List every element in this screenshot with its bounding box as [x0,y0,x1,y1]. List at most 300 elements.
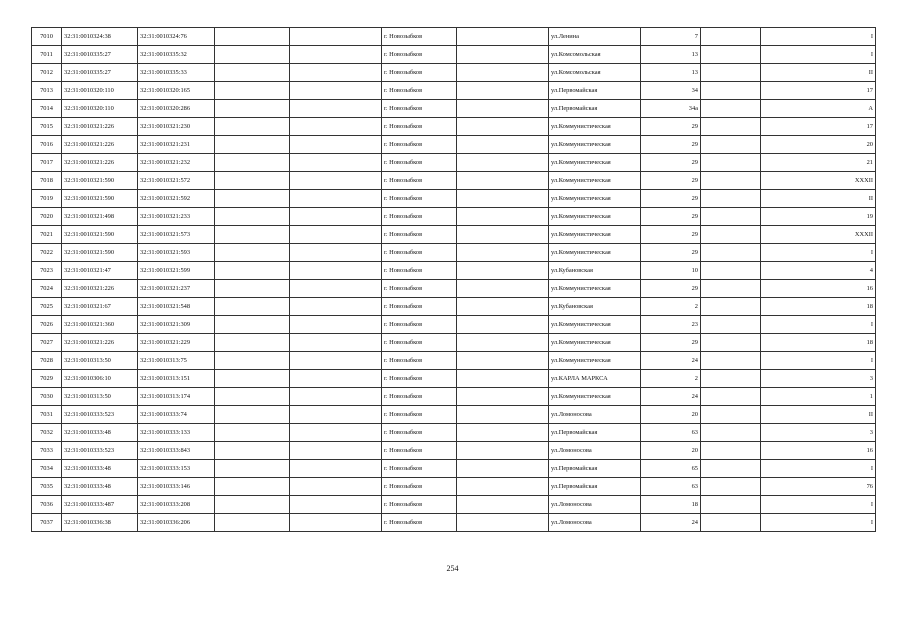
empty-cell [701,442,761,460]
street-cell: ул.Коммунистическая [549,226,641,244]
city-cell: г. Новозыбков [382,136,457,154]
cadastral-number-cell: 32:31:0010333:843 [138,442,215,460]
cadastral-block-cell: 32:31:0010321:590 [62,172,138,190]
cadastral-block-cell: 32:31:0010333:48 [62,460,138,478]
table-row [32,100,876,118]
cadastral-number-cell: 32:31:0010321:232 [138,154,215,172]
house-number-cell: 29 [641,208,701,226]
city-cell: г. Новозыбков [382,28,457,46]
city-cell: г. Новозыбков [382,388,457,406]
empty-cell [290,424,382,442]
cadastral-block-cell: 32:31:0010321:498 [62,208,138,226]
apartment-cell: I [761,46,876,64]
empty-cell [290,64,382,82]
empty-cell [701,154,761,172]
empty-cell [701,388,761,406]
cadastral-block-cell: 32:31:0010333:523 [62,442,138,460]
cadastral-number-cell: 32:31:0010333:146 [138,478,215,496]
empty-cell [290,262,382,280]
street-cell: ул.Коммунистическая [549,388,641,406]
empty-cell [290,172,382,190]
empty-cell [701,226,761,244]
cadastral-number-cell: 32:31:0010321:233 [138,208,215,226]
house-number-cell: 24 [641,388,701,406]
empty-cell [701,514,761,532]
empty-cell [215,118,290,136]
street-cell: ул.Первомайская [549,424,641,442]
house-number-cell: 20 [641,406,701,424]
cadastral-block-cell: 32:31:0010321:226 [62,136,138,154]
empty-cell [215,208,290,226]
apartment-cell: XXXII [761,226,876,244]
empty-cell [215,316,290,334]
cadastral-number-cell: 32:31:0010321:548 [138,298,215,316]
city-cell: г. Новозыбков [382,316,457,334]
house-number-cell: 29 [641,172,701,190]
cadastral-number-cell: 32:31:0010321:599 [138,262,215,280]
empty-cell [215,100,290,118]
empty-cell [290,190,382,208]
empty-cell [457,226,549,244]
house-number-cell: 20 [641,442,701,460]
empty-cell [701,28,761,46]
city-cell: г. Новозыбков [382,442,457,460]
table-row [32,28,876,46]
street-cell: ул.Коммунистическая [549,334,641,352]
empty-cell [215,298,290,316]
cadastral-number-cell: 32:31:0010321:593 [138,244,215,262]
apartment-cell: I [761,244,876,262]
cadastral-number-cell: 32:31:0010321:229 [138,334,215,352]
empty-cell [701,46,761,64]
empty-cell [215,280,290,298]
cadastral-block-cell: 32:31:0010321:67 [62,298,138,316]
apartment-cell: 17 [761,118,876,136]
table-row [32,208,876,226]
street-cell: ул.Ломоносова [549,442,641,460]
street-cell: ул.Ломоносова [549,514,641,532]
empty-cell [215,478,290,496]
empty-cell [290,136,382,154]
cadastral-block-cell: 32:31:0010321:590 [62,244,138,262]
apartment-cell: I [761,460,876,478]
street-cell: ул.Коммунистическая [549,208,641,226]
empty-cell [701,262,761,280]
empty-cell [701,136,761,154]
empty-cell [457,460,549,478]
empty-cell [290,370,382,388]
table-row [32,478,876,496]
apartment-cell: 4 [761,262,876,280]
city-cell: г. Новозыбков [382,424,457,442]
apartment-cell: А [761,100,876,118]
city-cell: г. Новозыбков [382,226,457,244]
row-number-cell: 7024 [32,280,62,298]
apartment-cell: I [761,352,876,370]
cadastral-number-cell: 32:31:0010313:75 [138,352,215,370]
house-number-cell: 29 [641,334,701,352]
empty-cell [215,154,290,172]
street-cell: ул.Ломоносова [549,406,641,424]
row-number-cell: 7026 [32,316,62,334]
apartment-cell: XXXII [761,172,876,190]
empty-cell [457,388,549,406]
row-number-cell: 7013 [32,82,62,100]
row-number-cell: 7012 [32,64,62,82]
table-row [32,118,876,136]
table-row [32,154,876,172]
apartment-cell: 16 [761,442,876,460]
empty-cell [290,496,382,514]
city-cell: г. Новозыбков [382,298,457,316]
city-cell: г. Новозыбков [382,280,457,298]
row-number-cell: 7036 [32,496,62,514]
empty-cell [701,82,761,100]
house-number-cell: 29 [641,136,701,154]
apartment-cell: 18 [761,298,876,316]
street-cell: ул.Комсомольская [549,64,641,82]
cadastral-number-cell: 32:31:0010320:165 [138,82,215,100]
cadastral-number-cell: 32:31:0010335:33 [138,64,215,82]
empty-cell [701,172,761,190]
table-row [32,514,876,532]
empty-cell [457,64,549,82]
street-cell: ул.Коммунистическая [549,136,641,154]
empty-cell [215,46,290,64]
apartment-cell: I [761,316,876,334]
row-number-cell: 7017 [32,154,62,172]
house-number-cell: 29 [641,226,701,244]
empty-cell [215,64,290,82]
empty-cell [457,298,549,316]
empty-cell [215,424,290,442]
empty-cell [290,244,382,262]
empty-cell [701,424,761,442]
empty-cell [290,478,382,496]
street-cell: ул.Комсомольская [549,46,641,64]
cadastral-block-cell: 32:31:0010321:226 [62,280,138,298]
apartment-cell: 76 [761,478,876,496]
empty-cell [457,100,549,118]
cadastral-block-cell: 32:31:0010335:27 [62,64,138,82]
empty-cell [457,514,549,532]
empty-cell [457,190,549,208]
table-row [32,262,876,280]
street-cell: ул.Коммунистическая [549,190,641,208]
house-number-cell: 29 [641,154,701,172]
house-number-cell: 29 [641,190,701,208]
row-number-cell: 7028 [32,352,62,370]
row-number-cell: 7020 [32,208,62,226]
cadastral-number-cell: 32:31:0010321:231 [138,136,215,154]
house-number-cell: 65 [641,460,701,478]
house-number-cell: 24 [641,352,701,370]
house-number-cell: 23 [641,316,701,334]
cadastral-block-cell: 32:31:0010333:487 [62,496,138,514]
empty-cell [290,82,382,100]
house-number-cell: 13 [641,64,701,82]
street-cell: ул.Ленина [549,28,641,46]
city-cell: г. Новозыбков [382,262,457,280]
empty-cell [215,334,290,352]
row-number-cell: 7025 [32,298,62,316]
house-number-cell: 10 [641,262,701,280]
house-number-cell: 34 [641,82,701,100]
cadastral-number-cell: 32:31:0010320:286 [138,100,215,118]
empty-cell [457,280,549,298]
apartment-cell: II [761,406,876,424]
empty-cell [457,478,549,496]
city-cell: г. Новозыбков [382,496,457,514]
city-cell: г. Новозыбков [382,352,457,370]
table-row [32,46,876,64]
city-cell: г. Новозыбков [382,334,457,352]
street-cell: ул.КАРЛА МАРКСА [549,370,641,388]
city-cell: г. Новозыбков [382,460,457,478]
table-row [32,406,876,424]
street-cell: ул.Коммунистическая [549,172,641,190]
street-cell: ул.Коммунистическая [549,280,641,298]
house-number-cell: 13 [641,46,701,64]
table-row [32,316,876,334]
city-cell: г. Новозыбков [382,82,457,100]
row-number-cell: 7021 [32,226,62,244]
empty-cell [457,370,549,388]
cadastral-number-cell: 32:31:0010333:208 [138,496,215,514]
apartment-cell: I [761,28,876,46]
empty-cell [215,262,290,280]
cadastral-block-cell: 32:31:0010333:48 [62,424,138,442]
street-cell: ул.Коммунистическая [549,316,641,334]
empty-cell [457,82,549,100]
apartment-cell: 3 [761,424,876,442]
row-number-cell: 7027 [32,334,62,352]
empty-cell [701,406,761,424]
table-row [32,442,876,460]
house-number-cell: 24 [641,514,701,532]
apartment-cell: 3 [761,370,876,388]
empty-cell [701,496,761,514]
empty-cell [457,136,549,154]
cadastral-number-cell: 32:31:0010335:32 [138,46,215,64]
row-number-cell: 7011 [32,46,62,64]
cadastral-block-cell: 32:31:0010313:50 [62,352,138,370]
cadastral-number-cell: 32:31:0010321:573 [138,226,215,244]
registry-table [31,27,876,532]
house-number-cell: 29 [641,280,701,298]
empty-cell [290,226,382,244]
cadastral-number-cell: 32:31:0010313:151 [138,370,215,388]
empty-cell [457,406,549,424]
cadastral-block-cell: 32:31:0010333:523 [62,406,138,424]
apartment-cell: 20 [761,136,876,154]
table-row [32,424,876,442]
empty-cell [215,28,290,46]
house-number-cell: 2 [641,370,701,388]
empty-cell [701,478,761,496]
table-row [32,388,876,406]
empty-cell [290,352,382,370]
empty-cell [701,352,761,370]
empty-cell [701,244,761,262]
house-number-cell: 63 [641,424,701,442]
city-cell: г. Новозыбков [382,208,457,226]
empty-cell [457,244,549,262]
empty-cell [290,334,382,352]
row-number-cell: 7030 [32,388,62,406]
apartment-cell: 21 [761,154,876,172]
empty-cell [215,226,290,244]
table-row [32,190,876,208]
cadastral-number-cell: 32:31:0010333:153 [138,460,215,478]
row-number-cell: 7035 [32,478,62,496]
empty-cell [290,46,382,64]
row-number-cell: 7034 [32,460,62,478]
empty-cell [457,352,549,370]
row-number-cell: 7023 [32,262,62,280]
table-row [32,298,876,316]
city-cell: г. Новозыбков [382,118,457,136]
empty-cell [290,28,382,46]
table-row [32,334,876,352]
empty-cell [290,442,382,460]
table-row [32,172,876,190]
cadastral-number-cell: 32:31:0010321:230 [138,118,215,136]
cadastral-block-cell: 32:31:0010321:590 [62,226,138,244]
table-row [32,82,876,100]
cadastral-number-cell: 32:31:0010321:592 [138,190,215,208]
city-cell: г. Новозыбков [382,478,457,496]
city-cell: г. Новозыбков [382,370,457,388]
empty-cell [701,118,761,136]
street-cell: ул.Первомайская [549,100,641,118]
apartment-cell: II [761,64,876,82]
house-number-cell: 63 [641,478,701,496]
empty-cell [215,388,290,406]
row-number-cell: 7018 [32,172,62,190]
cadastral-block-cell: 32:31:0010321:360 [62,316,138,334]
empty-cell [215,244,290,262]
cadastral-block-cell: 32:31:0010333:48 [62,478,138,496]
city-cell: г. Новозыбков [382,64,457,82]
apartment-cell: I [761,514,876,532]
empty-cell [290,298,382,316]
empty-cell [215,460,290,478]
street-cell: ул.Кубановская [549,262,641,280]
empty-cell [457,154,549,172]
empty-cell [290,280,382,298]
apartment-cell: I [761,496,876,514]
apartment-cell: II [761,190,876,208]
row-number-cell: 7015 [32,118,62,136]
house-number-cell: 18 [641,496,701,514]
table-row [32,244,876,262]
table-row [32,280,876,298]
cadastral-block-cell: 32:31:0010336:38 [62,514,138,532]
empty-cell [215,136,290,154]
empty-cell [457,334,549,352]
street-cell: ул.Коммунистическая [549,352,641,370]
city-cell: г. Новозыбков [382,406,457,424]
empty-cell [457,442,549,460]
house-number-cell: 29 [641,244,701,262]
empty-cell [290,316,382,334]
city-cell: г. Новозыбков [382,154,457,172]
row-number-cell: 7016 [32,136,62,154]
cadastral-block-cell: 32:31:0010321:226 [62,118,138,136]
cadastral-number-cell: 32:31:0010321:309 [138,316,215,334]
cadastral-block-cell: 32:31:0010306:10 [62,370,138,388]
street-cell: ул.Ломоносова [549,496,641,514]
cadastral-block-cell: 32:31:0010321:226 [62,154,138,172]
table-row [32,370,876,388]
empty-cell [701,280,761,298]
apartment-cell: 19 [761,208,876,226]
table-body [32,28,876,532]
city-cell: г. Новозыбков [382,190,457,208]
street-cell: ул.Первомайская [549,478,641,496]
empty-cell [215,370,290,388]
empty-cell [215,82,290,100]
page-number: 254 [446,564,459,573]
city-cell: г. Новозыбков [382,514,457,532]
row-number-cell: 7019 [32,190,62,208]
empty-cell [457,496,549,514]
city-cell: г. Новозыбков [382,172,457,190]
empty-cell [215,190,290,208]
empty-cell [701,370,761,388]
street-cell: ул.Кубановская [549,298,641,316]
cadastral-block-cell: 32:31:0010321:590 [62,190,138,208]
empty-cell [215,406,290,424]
cadastral-number-cell: 32:31:0010321:572 [138,172,215,190]
cadastral-block-cell: 32:31:0010321:47 [62,262,138,280]
table-row [32,352,876,370]
street-cell: ул.Первомайская [549,460,641,478]
cadastral-block-cell: 32:31:0010324:38 [62,28,138,46]
cadastral-block-cell: 32:31:0010320:110 [62,82,138,100]
empty-cell [290,460,382,478]
row-number-cell: 7032 [32,424,62,442]
row-number-cell: 7022 [32,244,62,262]
empty-cell [290,388,382,406]
empty-cell [457,28,549,46]
empty-cell [457,262,549,280]
cadastral-block-cell: 32:31:0010335:27 [62,46,138,64]
house-number-cell: 29 [641,118,701,136]
cadastral-block-cell: 32:31:0010320:110 [62,100,138,118]
row-number-cell: 7029 [32,370,62,388]
cadastral-number-cell: 32:31:0010313:174 [138,388,215,406]
street-cell: ул.Коммунистическая [549,154,641,172]
empty-cell [457,424,549,442]
empty-cell [215,172,290,190]
empty-cell [457,172,549,190]
city-cell: г. Новозыбков [382,100,457,118]
cadastral-number-cell: 32:31:0010321:237 [138,280,215,298]
empty-cell [290,100,382,118]
empty-cell [215,514,290,532]
empty-cell [701,64,761,82]
cadastral-number-cell: 32:31:0010336:206 [138,514,215,532]
house-number-cell: 7 [641,28,701,46]
row-number-cell: 7037 [32,514,62,532]
table-row [32,64,876,82]
street-cell: ул.Коммунистическая [549,118,641,136]
street-cell: ул.Коммунистическая [549,244,641,262]
empty-cell [457,208,549,226]
house-number-cell: 2 [641,298,701,316]
